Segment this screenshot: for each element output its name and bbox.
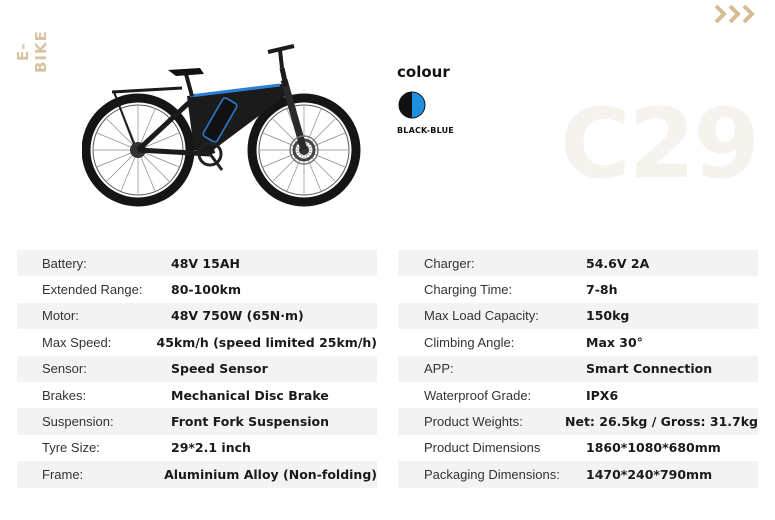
color-swatch-icon[interactable] (398, 91, 426, 119)
spec-row (17, 303, 377, 329)
spec-value: Smart Connection (586, 361, 713, 377)
spec-label: Max Load Capacity: (424, 308, 539, 324)
spec-row (17, 276, 377, 302)
spec-row (17, 329, 377, 355)
spec-row (398, 408, 758, 434)
spec-label: Sensor: (42, 361, 87, 377)
spec-row (398, 276, 758, 302)
spec-label: Suspension: (42, 414, 114, 430)
bike-image (82, 36, 367, 212)
spec-label: Brakes: (42, 387, 87, 403)
spec-row (398, 435, 758, 461)
triple-chevron-right-icon[interactable] (714, 4, 760, 24)
spec-row (398, 250, 758, 276)
spec-value: 7-8h (586, 282, 618, 298)
spec-value: 1860*1080*680mm (586, 440, 721, 456)
spec-value: 45km/h (speed limited 25km/h) (156, 334, 377, 350)
spec-value: 54.6V 2A (586, 255, 650, 271)
spec-value: 150kg (586, 308, 630, 324)
spec-value: IPX6 (586, 387, 619, 403)
colour-option-label: BLACK-BLUE (397, 126, 454, 135)
specs-table-right (398, 250, 758, 488)
spec-label: Motor: (42, 308, 79, 324)
model-watermark: C29 (560, 88, 759, 200)
spec-label: Climbing Angle: (424, 334, 515, 350)
spec-value: 80-100km (171, 282, 242, 298)
category-label: E-BIKE (14, 30, 50, 74)
spec-value: 29*2.1 inch (171, 440, 251, 456)
spec-label: Battery: (42, 255, 87, 271)
spec-row (398, 382, 758, 408)
spec-label: Tyre Size: (42, 440, 100, 456)
spec-label: Frame: (42, 466, 84, 482)
spec-row (17, 408, 377, 434)
spec-row (17, 382, 377, 408)
spec-row (398, 329, 758, 355)
spec-row (398, 356, 758, 382)
spec-row (17, 461, 377, 487)
spec-value: 48V 750W (65N·m) (171, 308, 304, 324)
spec-value: Aluminium Alloy (Non-folding) (164, 466, 377, 482)
spec-label: Product Weights: (424, 414, 523, 430)
spec-row (17, 435, 377, 461)
spec-value: Speed Sensor (171, 361, 268, 377)
spec-value: Front Fork Suspension (171, 414, 330, 430)
spec-row (17, 356, 377, 382)
spec-value: Max 30° (586, 334, 643, 350)
spec-label: Extended Range: (42, 282, 143, 298)
spec-label: Charging Time: (424, 282, 513, 298)
spec-value: 48V 15AH (171, 255, 240, 271)
spec-label: APP: (424, 361, 454, 377)
spec-label: Waterproof Grade: (424, 387, 532, 403)
spec-value: 1470*240*790mm (586, 466, 713, 482)
spec-value: Net: 26.5kg / Gross: 31.7kg (565, 414, 758, 430)
spec-row (17, 250, 377, 276)
spec-label: Packaging Dimensions: (424, 466, 560, 482)
spec-label: Product Dimensions (424, 440, 541, 456)
spec-value: Mechanical Disc Brake (171, 387, 329, 403)
spec-row (398, 461, 758, 487)
spec-label: Max Speed: (42, 334, 112, 350)
spec-row (398, 303, 758, 329)
spec-label: Charger: (424, 255, 475, 271)
colour-heading: colour (397, 63, 450, 81)
specs-table-left (17, 250, 377, 488)
